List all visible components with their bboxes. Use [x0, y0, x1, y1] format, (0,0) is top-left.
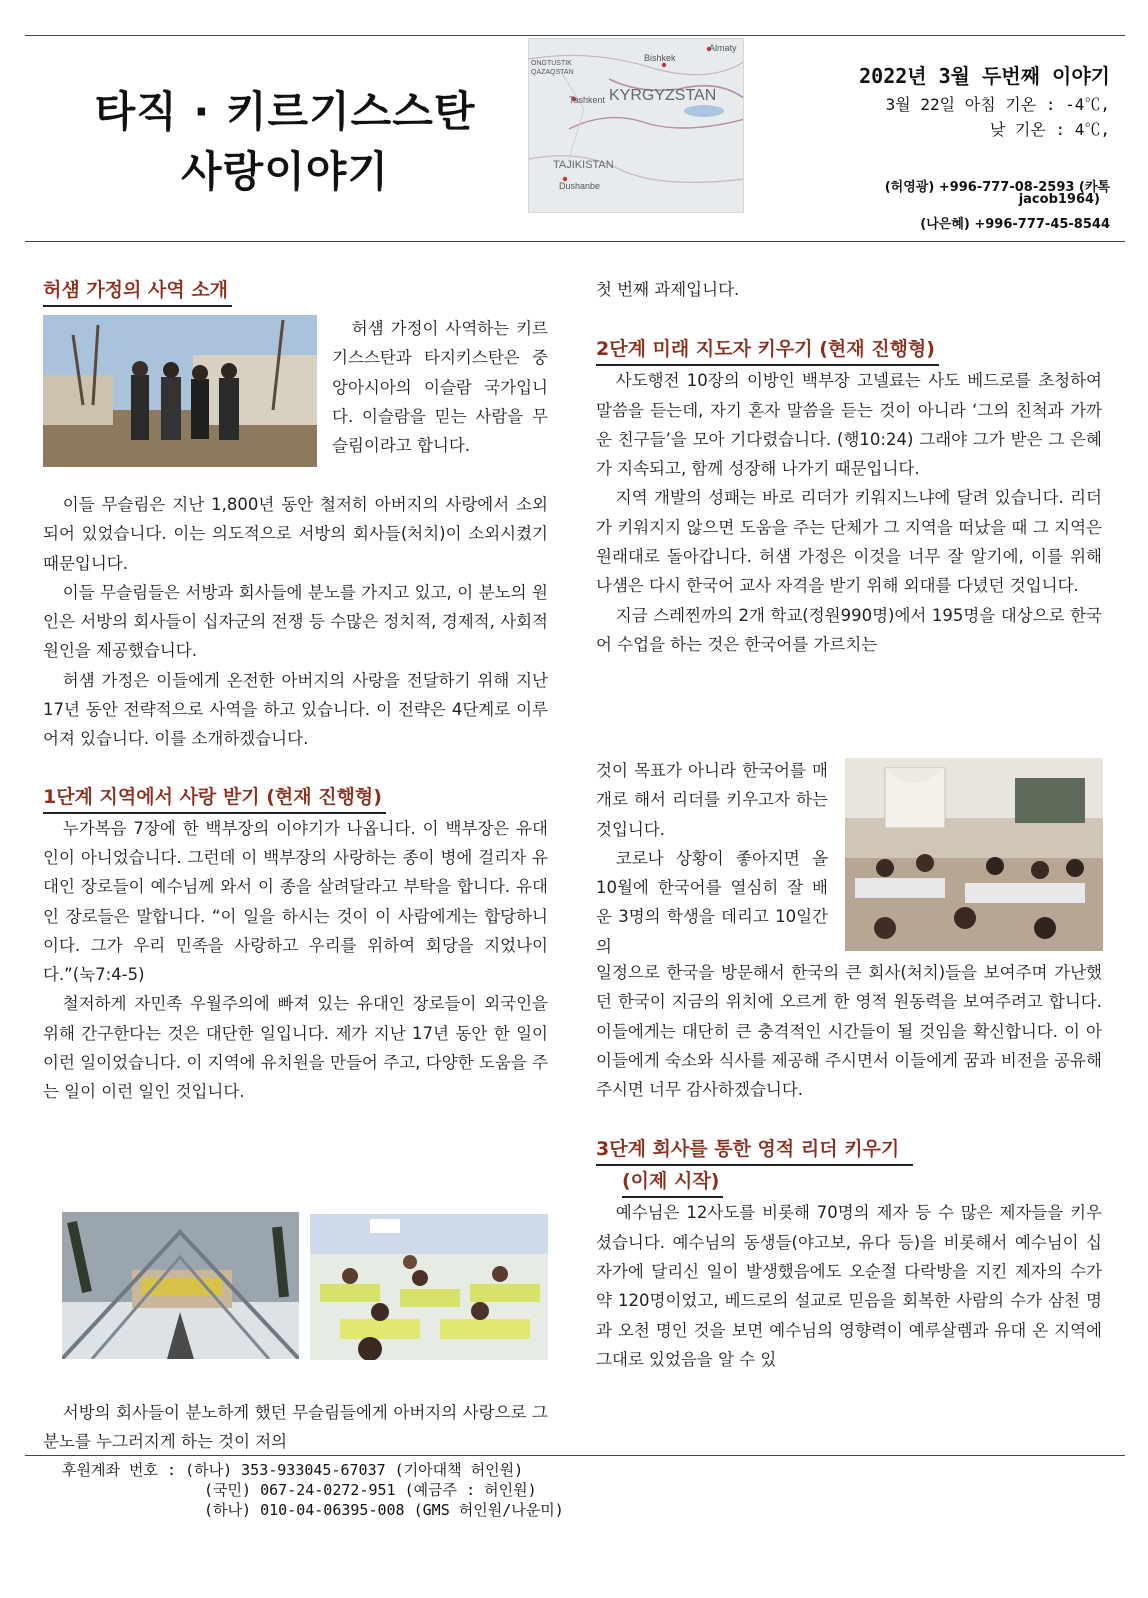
paragraph-10b: 일정으로 한국을 방문해서 한국의 큰 회사(처치)들을 보여주며 가난했던 한국이 지금의 위치에 오르게 한 영적 원동력을 보여주려고 합니다. 이들에게는 대단히 큰 충격적인 시간들이 될 것임을 확신합니다. 이 아이들에게 숙소와 식사를 제공해 주시면서 이들에게 꿈과 비전을 공유해 주시면 너무 감사하겠습니다.	[596, 963, 1102, 1100]
day-temp: 낮 기온 : 4℃,	[989, 120, 1110, 139]
section-heading-step1: 1단계 지역에서 사랑 받기 (현재 진행형)	[43, 782, 386, 814]
paragraph-11: 예수님은 12사도를 비롯해 70명의 제자 등 수 많은 제자들을 키우셨습니다. 예수님의 동생들(야고보, 유다 등)을 비롯해서 예수님이 십자가에 달리신 일이 발생했음에도 오순절 다락방을 지킨 제자의 수가 약 120명이었고, 베드로의 설교로 믿음을 회복한 사람의 수가 삼천 명과 오천 명인 것을 보면 예수님의 영향력이 예루살렘과 유대 온 지역에 그대로 있었음을 알 수 있	[596, 1203, 1102, 1369]
map-label-bishkek: Bishkek	[644, 53, 676, 63]
left-body-2	[43, 1398, 548, 1457]
section-heading-step3-status: (이제 시작)	[622, 1166, 723, 1198]
kindergarten-building-photo	[62, 1212, 299, 1359]
right-body-2	[596, 958, 1102, 1374]
intro-text-block	[332, 314, 548, 460]
top-rule	[25, 35, 1125, 36]
title-line-2: 사랑이야기	[181, 147, 389, 196]
paragraph-6: 서방의 회사들이 분노하게 했던 무슬림들에게 아버지의 사랑으로 그 분노를 누그러지게 하는 것이 저의	[43, 1403, 548, 1452]
account-line-3: (하나) 010-04-06395-008 (GMS 허인원/나운미)	[204, 1501, 564, 1519]
paragraph-3: 허섐 가정은 이들에게 온전한 아버지의 사랑을 전달하기 위해 지난 17년 동안 전략적으로 사역을 하고 있습니다. 이 전략은 4단계로 이루어져 있습니다. 이를 소개하겠습니다.	[43, 670, 548, 749]
map-label-kyrgyzstan: KYRGYZSTAN	[609, 87, 717, 104]
family-photo	[43, 315, 317, 467]
section-heading-step3: 3단계 회사를 통한 영적 리더 키우기	[596, 1134, 913, 1166]
paragraph-7: 사도행전 10장의 이방인 백부장 고넬료는 사도 베드로를 초청하여 말씀을 듣는데, 자기 혼자 말씀을 듣는 것이 아니라 ‘그의 친척과 가까운 친구들’을 모아 기다렸습니다. (행10:24) 그래야 그가 받은 그 은혜가 지속되고, 함께 성장해 나가기 때문입니다.	[596, 371, 1102, 479]
morning-temp: 3월 22일 아침 기온 : -4℃,	[885, 95, 1110, 114]
issue-date: 2022년 3월 두번째 이야기	[859, 64, 1110, 88]
contact-2: (나은혜) +996-777-45-8544	[920, 217, 1110, 232]
korean-class-photo	[845, 758, 1103, 951]
paragraph-1: 이들 무슬림은 지난 1,800년 동안 철저히 아버지의 사랑에서 소외되어 있었습니다. 이는 의도적으로 서방의 회사들(처치)이 소외시켰기 때문입니다.	[43, 495, 548, 573]
contact-1-kakao: jacob1964)	[1018, 192, 1100, 207]
map-label-dushanbe: Dushanbe	[559, 181, 601, 191]
map-label-almaty: Almaty	[709, 43, 737, 53]
map-label-tashkent: Tashkent	[569, 95, 606, 105]
paragraph-2: 이들 무슬림들은 서방과 회사들에 분노를 가지고 있고, 이 분노의 원인은 서방의 회사들이 십자군의 전쟁 등 수많은 정치적, 경제적, 사회적 원인을 제공했습니다.	[43, 582, 548, 661]
page-title	[60, 82, 510, 202]
continued-text: 첫 번째 과제입니다.	[596, 280, 740, 299]
map-label-ongtustik: ONGTUSTIK QAZAQSTAN	[531, 60, 574, 76]
right-wrap-text	[596, 756, 828, 961]
left-column	[43, 275, 548, 307]
header-rule	[25, 241, 1125, 242]
section-heading-step2: 2단계 미래 지도자 키우기 (현재 진행형)	[596, 334, 939, 366]
account-line-1: 후원계좌 번호 : (하나) 353-933045-67037 (기아대책 허인원)	[62, 1461, 524, 1479]
right-column	[596, 275, 1102, 659]
paragraph-10a: 코로나 상황이 좋아지면 올 10월에 한국어를 열심히 잘 배운 3명의 학생을 데리고 10일간의	[596, 848, 828, 956]
paragraph-9a: 지금 스레찐까의 2개 학교(정원990명)에서 195명을 대상으로 한국어 수업을 하는 것은 한국어를 가르치는	[596, 605, 1102, 654]
left-body-1	[43, 490, 548, 1107]
paragraph-9b: 것이 목표가 아니라 한국어를 매개로 해서 리더를 키우고자 하는 것입니다.	[596, 761, 828, 839]
contact-1: (허영광) +996-777-08-2593 (카톡	[884, 180, 1110, 195]
title-line-1: 타직 · 키르기스스탄	[94, 87, 476, 136]
classroom-children-photo	[310, 1214, 548, 1360]
region-map	[528, 38, 744, 213]
paragraph-4: 누가복음 7장에 한 백부장의 이야기가 나옵니다. 이 백부장은 유대인이 아니었습니다. 그런데 이 백부장의 사랑하는 종이 병에 걸리자 유대인 장로들이 예수님께 와서 이 종을 살려달라고 부탁을 합니다. 유대인 장로들은 말합니다. “이 일을 하시는 것이 이 사람에게는 합당하니이다. 그가 우리 민족을 사랑하고 우리를 위하여 회당을 지었나이다.”(눅7:4-5)	[43, 818, 548, 985]
intro-paragraph: 허섐 가정이 사역하는 키르기스스탄과 타지키스탄은 중앙아시아의 이슬람 국가입니다. 이슬람을 믿는 사람을 무슬림이라고 합니다.	[332, 319, 548, 456]
account-line-2: (국민) 067-24-0272-951 (예금주 : 허인원)	[204, 1481, 537, 1499]
donation-accounts	[62, 1460, 564, 1520]
paragraph-5: 철저하게 자민족 우월주의에 빠져 있는 유대인 장로들이 외국인을 위해 간구한다는 것은 대단한 일입니다. 제가 지난 17년 동안 한 일이 이런 일이었습니다. 이 지역에 유치원을 만들어 주고, 다양한 도움을 주는 일이 이런 일인 것입니다.	[43, 994, 548, 1102]
paragraph-8: 지역 개발의 성패는 바로 리더가 키워지느냐에 달려 있습니다. 리더가 키워지지 않으면 도움을 주는 단체가 그 지역을 떠났을 때 그 지역은 원래대로 돌아갑니다. 허섐 가정은 이것을 너무 잘 알기에, 이를 위해 나섐은 다시 한국어 교사 자격을 받기 위해 외대를 다녔던 것입니다.	[596, 488, 1102, 596]
section-heading-intro: 허섐 가정의 사역 소개	[43, 275, 232, 307]
map-label-tajikistan: TAJIKISTAN	[553, 159, 614, 171]
